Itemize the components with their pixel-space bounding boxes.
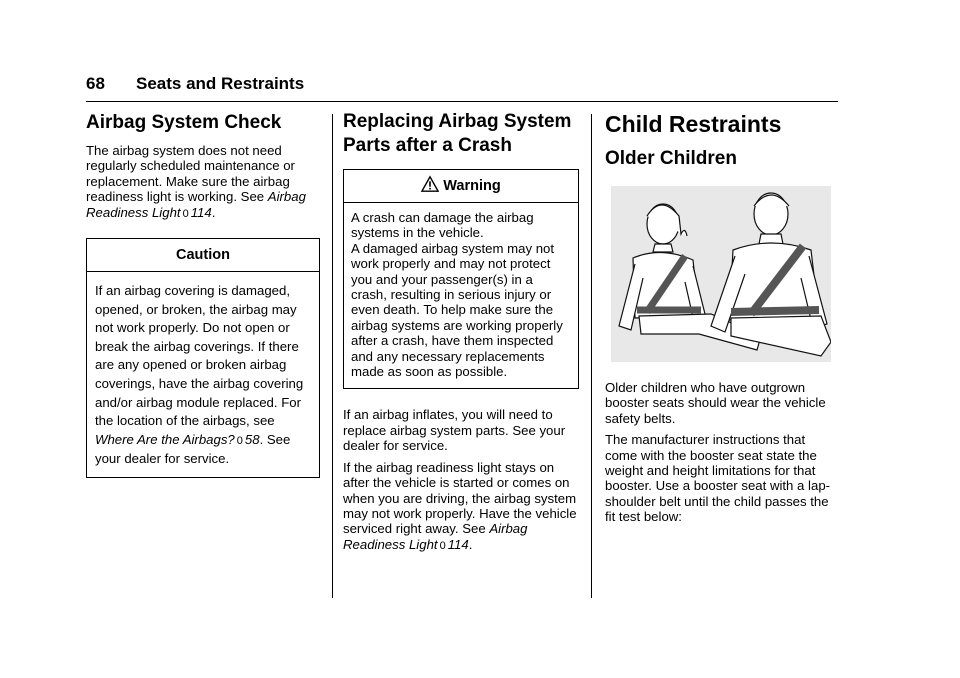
warning-box — [343, 169, 579, 389]
section-title: Seats and Restraints — [136, 74, 305, 93]
airbag-readiness-light-link[interactable]: Airbag Readiness Light — [86, 189, 306, 220]
booster-instructions-paragraph: The manufacturer instructions that come with the booster seat state the weight and height limitations for that booster. Use a booster seat with a lap-shoulder belt until the child passes the fit test below: — [605, 432, 831, 525]
readiness-light-paragraph: If the airbag readiness light stays on after the vehicle is started or comes on when you are driving, the airbag system may not work properly. Have the vehicle serviced right away. See Airbag Readiness Light 0 114. — [343, 460, 579, 554]
airbag-readiness-light-link[interactable]: Airbag Readiness Light — [343, 521, 528, 552]
airbag-system-check-heading: Airbag System Check — [86, 112, 282, 133]
page-header — [86, 72, 838, 102]
warning-title: Warning — [443, 178, 501, 194]
warning-text: A crash can damage the airbag systems in the vehicle. A damaged airbag system may not work properly and may not protect you and your passenger(s) in a crash, resulting in serious injury or even death. To help make sure the airbag systems are working properly after a crash, have them inspected and any necessary replacements made as soon as possible. — [351, 210, 563, 380]
column-divider — [591, 114, 592, 598]
caution-title: Caution — [87, 239, 319, 272]
page-number: 68 — [86, 74, 105, 93]
older-children-heading: Older Children — [605, 148, 737, 169]
replacing-parts-heading: Replacing Airbag System Parts after a Crash — [343, 111, 572, 156]
page-ref-icon: 0 — [182, 207, 189, 220]
warning-triangle-icon — [421, 175, 439, 193]
caution-box — [86, 238, 320, 478]
airbag-inflates-paragraph: If an airbag inflates, you will need to replace airbag system parts. See your dealer for service. — [343, 407, 566, 454]
airbag-check-intro: The airbag system does not need regularly scheduled maintenance or replacement. Make sure the airbag readiness light is working. See Airbag Readiness Light 0 114. — [86, 143, 320, 222]
older-children-paragraph: Older children who have outgrown booster seats should wear the vehicle safety belts. — [605, 380, 826, 426]
older-children-seatbelt-illustration — [611, 186, 831, 362]
column-airbag-check — [86, 110, 320, 478]
where-are-airbags-link[interactable]: Where Are the Airbags? — [95, 431, 235, 447]
caution-text: If an airbag covering is damaged, opened, or broken, the airbag may not work properly. Do not open or break the airbag coverings. If there are any opened or broken airbag coverings, have the airbag covering and/or airbag module replaced. For the location of the airbags, see Where Are the Airbags? 0 58. See your dealer for service. — [95, 283, 304, 467]
child-restraints-heading: Child Restraints — [605, 111, 782, 137]
page-ref-number[interactable]: 58 — [244, 431, 260, 447]
warning-header — [344, 170, 578, 203]
column-replacing-parts — [343, 110, 579, 554]
page-ref-number[interactable]: 114 — [190, 204, 212, 220]
page-ref-icon: 0 — [236, 434, 243, 447]
column-child-restraints — [605, 110, 841, 525]
page-ref-number[interactable]: 114 — [447, 536, 469, 552]
page-ref-icon: 0 — [439, 539, 446, 552]
column-divider — [332, 114, 333, 598]
